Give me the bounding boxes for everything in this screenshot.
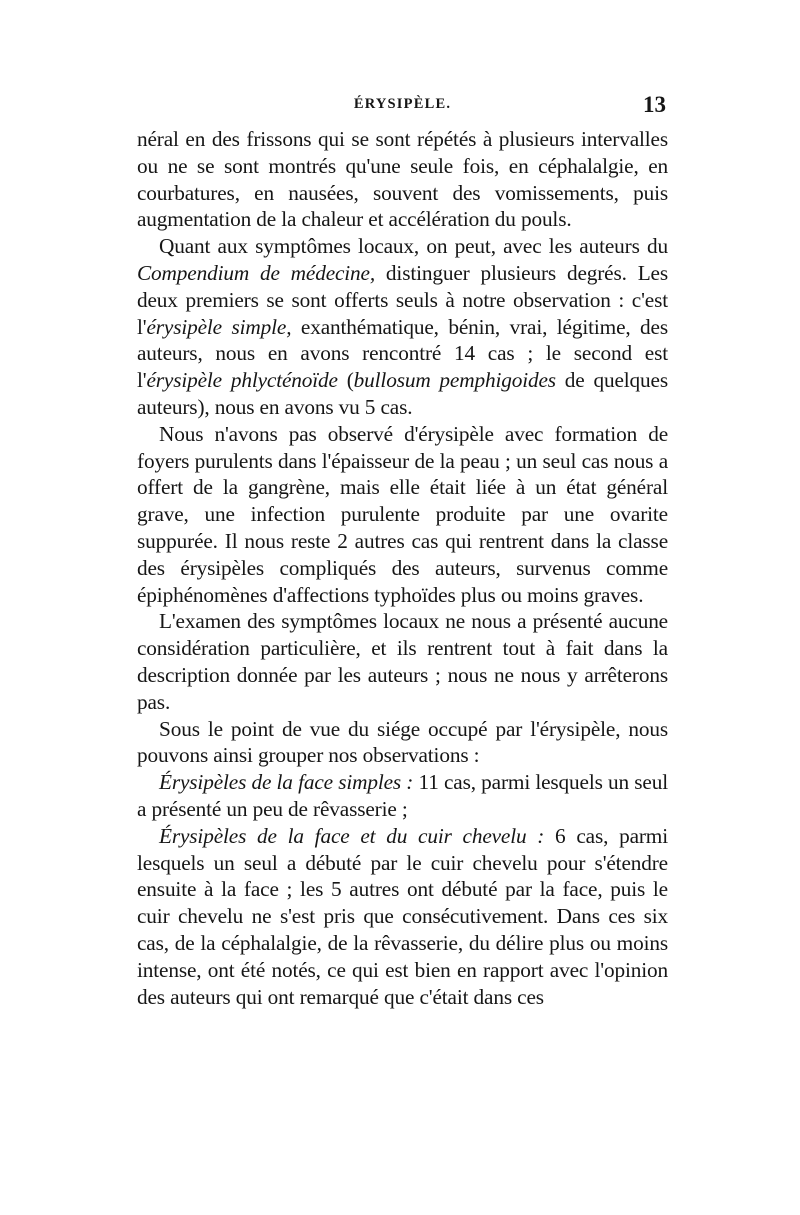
paragraph-siege xyxy=(137,716,668,770)
paragraph-examen xyxy=(137,608,668,715)
italic-compendium: Compendium de médecine, xyxy=(137,260,376,285)
paragraph-text: Sous le point de vue du siége occupé par l'érysipèle, nous pouvons ainsi grouper nos observations : xyxy=(137,716,668,768)
text-segment: ( xyxy=(337,368,354,393)
body-text xyxy=(137,126,668,1010)
italic-erysipele-phlyctenoide: érysipèle phlycténoïde xyxy=(146,368,338,393)
italic-heading-face-simples: Érysipèles de la face simples : xyxy=(159,770,414,795)
page-number: 13 xyxy=(643,92,666,117)
running-title: ÉRYSIPÈLE. xyxy=(353,96,452,112)
paragraph-text: néral en des frissons qui se sont répétés à plusieurs intervalles ou ne se sont montrés qu'une seule fois, en céphalalgie, en courbatures, en nausées, souvent des vomissements, puis augmentation de la chaleur et accélération du pouls. xyxy=(137,127,668,232)
italic-bullosum: bullosum pemphigoides xyxy=(353,368,556,393)
text-segment: Quant aux symptômes locaux, on peut, avec les auteurs du xyxy=(159,234,668,259)
paragraph-face-simples xyxy=(137,769,668,823)
text-segment: distinguer plusieurs degrés. Les deux premiers se sont offerts seuls à notre observation : c'est l' xyxy=(137,260,668,339)
paragraph-foyers-purulents xyxy=(137,421,668,609)
text-segment: de quelques auteurs), nous en avons vu 5 cas. xyxy=(137,368,668,419)
paragraph-symptomes-locaux xyxy=(137,233,668,421)
paragraph-text: L'examen des symptômes locaux ne nous a présenté aucune considération particulière, et ils rentrent tout à fait dans la description donnée par les auteurs ; nous ne nous y arrêterons pas. xyxy=(137,609,668,714)
paragraph-text: 11 cas, parmi lesquels un seul a présenté un peu de rêvasserie ; xyxy=(137,770,668,821)
paragraph-text: Nous n'avons pas observé d'érysipèle avec formation de foyers purulents dans l'épaisseur de la peau ; un seul cas nous a offert de la gangrène, mais elle était liée à un état général grave, une infection purulente produite par une ovarite suppurée. Il nous reste 2 autres cas qui rentrent dans la classe des érysipèles compliqués des auteurs, survenus comme épiphénomènes d'affections typhoïdes plus ou moins graves. xyxy=(137,421,668,607)
italic-erysipele-simple: érysipèle simple, xyxy=(146,314,292,339)
italic-heading-face-cuir-chevelu: Érysipèles de la face et du cuir chevelu : xyxy=(159,823,545,848)
page-header xyxy=(137,92,668,126)
paragraph-continuation xyxy=(137,126,668,233)
book-page xyxy=(137,92,668,1010)
text-segment: exanthématique, bénin, vrai, légitime, des auteurs, nous en avons rencontré 14 cas ; le second est l' xyxy=(137,314,668,393)
paragraph-text: 6 cas, parmi lesquels un seul a débuté par le cuir chevelu pour s'étendre ensuite à la face ; les 5 autres ont débuté par la face, puis le cuir chevelu ne s'est pris que consécutivement. Dans ces six cas, de la céphalalgie, de la rêvasserie, du délire plus ou moins intense, ont été notés, ce qui est bien en rapport avec l'opinion des auteurs qui ont remarqué que c'était dans ces xyxy=(137,823,668,1009)
paragraph-face-cuir-chevelu xyxy=(137,823,668,1011)
